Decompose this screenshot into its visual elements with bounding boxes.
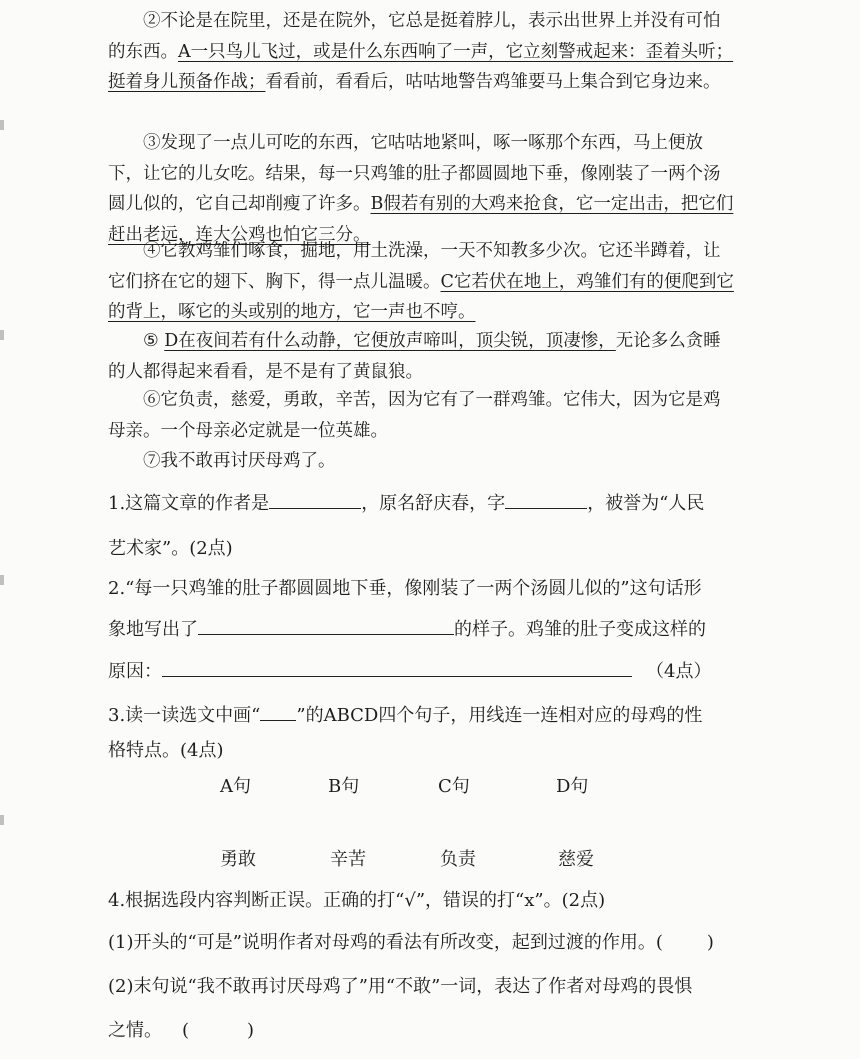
question-4: 4.根据选段内容判断正误。正确的打“√”，错误的打“x”。(2点) xyxy=(108,890,606,911)
question-2: 2.“每一只鸡雏的肚子都圆圆地下垂，像刚装了一两个汤圆儿似的”这句话形 xyxy=(108,578,702,599)
paragraph-4-text-a: ④它教鸡雏们啄食，掘地，用土洗澡，一天不知教多少次。它还半蹲着，让它们挤在它的翅下、胸下，得一点儿温暖。 xyxy=(108,241,721,292)
question-4-item-2: (2)末句说“我不敢再讨厌母鸡了”用“不敢”一词，表达了作者对母鸡的畏惧 xyxy=(108,976,693,997)
question-1-text-b: ，原名舒庆春，字 xyxy=(361,493,506,514)
trait-option-hardworking[interactable]: 辛苦 xyxy=(330,849,366,870)
judgement-paren-open-2: ( xyxy=(182,1020,190,1041)
paragraph-6: ⑥它负责，慈爱，勇敢，辛苦，因为它有了一群鸡雏。它伟大，因为它是鸡母亲。一个母亲必定就是一位英雄。 xyxy=(108,390,721,441)
paragraph-2-text-a: ②不论是在院里，还是在院外，它总是挺着脖儿，表示出世界上并没有可怕的东西。 xyxy=(108,11,721,62)
question-1-text-a: 1.这篇文章的作者是 xyxy=(108,493,270,514)
courtesy-name-answer-blank[interactable] xyxy=(505,488,587,509)
sentence-option-b[interactable]: B句 xyxy=(328,776,360,797)
question-2-line-2 xyxy=(108,614,748,645)
paragraph-4 xyxy=(108,236,736,328)
paragraph-2-text-c: 看看前，看看后，咕咕地警告鸡雏要马上集合到它身边来。 xyxy=(265,72,721,92)
question-4-item-1 xyxy=(108,928,768,958)
question-2-text-c: 原因： xyxy=(108,661,162,682)
sentence-a-underlined: A一只鸟儿飞过，或是什么东西响了一声，它立刻警戒起来：歪着头听；挺着身儿预备作战； xyxy=(108,41,734,92)
question-3-continued: 格特点。(4点) xyxy=(108,740,224,761)
judgement-paren-close-2: ) xyxy=(247,1020,255,1041)
scan-edge-mark xyxy=(0,120,4,130)
trait-option-responsible[interactable]: 负责 xyxy=(440,849,476,870)
paragraph-3 xyxy=(108,128,736,250)
trait-option-brave[interactable]: 勇敢 xyxy=(220,849,256,870)
question-2-points: （4点） xyxy=(646,661,712,682)
appearance-answer-blank[interactable] xyxy=(198,614,454,635)
paragraph-5-text-b: 无论多么贪睡的人都得起来看看，是不是有了黄鼠狼。 xyxy=(108,331,721,382)
author-answer-blank[interactable] xyxy=(269,488,361,509)
question-4-item-1-close: ) xyxy=(706,932,714,953)
scan-edge-mark xyxy=(0,575,4,585)
scan-edge-mark xyxy=(0,330,4,340)
question-3-text-a: 3.读一读选文中画“ xyxy=(108,705,261,726)
sentence-d-underlined: D在夜间若有什么动静，它便放声啼叫，顶尖锐，顶凄惨， xyxy=(164,331,616,351)
sentence-option-a[interactable]: A句 xyxy=(220,776,251,797)
question-4-item-2-text-b: 之情。 xyxy=(108,1020,162,1041)
paragraph-7: ⑦我不敢再讨厌母鸡了。 xyxy=(143,451,336,471)
question-2-text-a: 象地写出了 xyxy=(108,619,198,640)
question-3 xyxy=(108,700,748,731)
paragraph-3-text-a: ③发现了一点儿可吃的东西，它咕咕地紧叫，啄一啄那个东西，马上便放下，让它的儿女吃。结果，每一只鸡雏的肚子都圆圆地下垂，像刚装了一两个汤圆儿似的，它自己却削瘦了许多。 xyxy=(108,133,721,214)
question-4-item-1-text: (1)开头的“可是”说明作者对母鸡的看法有所改变，起到过渡的作用。( xyxy=(108,932,663,953)
question-1-text-c: ，被誉为“人民 xyxy=(587,493,705,514)
scan-edge-mark xyxy=(0,815,4,825)
sentence-b-underlined: B假若有别的大鸡来抢食，它一定出击，把它们赶出老远，连大公鸡也怕它三分。 xyxy=(108,194,734,245)
sentence-option-d[interactable]: D句 xyxy=(556,776,589,797)
sentence-option-c[interactable]: C句 xyxy=(438,776,470,797)
question-1 xyxy=(108,488,748,519)
question-2-text-b: 的样子。鸡雏的肚子变成这样的 xyxy=(454,619,706,640)
question-3-text-b: ”的ABCD四个句子，用线连一连相对应的母鸡的性 xyxy=(296,705,703,726)
underline-sample xyxy=(260,700,296,721)
question-2-line-3 xyxy=(108,656,748,687)
paragraph-2 xyxy=(108,6,736,98)
trait-option-loving[interactable]: 慈爱 xyxy=(558,849,594,870)
sentence-c-underlined: C它若伏在地上，鸡雏们有的便爬到它的背上，啄它的头或别的地方，它一声也不哼。 xyxy=(108,271,734,322)
paragraph-5 xyxy=(108,326,736,387)
question-1-continued: 艺术家”。(2点) xyxy=(108,538,233,559)
question-4-item-2-continued xyxy=(108,1016,748,1046)
reason-answer-blank[interactable] xyxy=(162,656,632,677)
paragraph-5-number: ⑤ xyxy=(143,331,165,351)
